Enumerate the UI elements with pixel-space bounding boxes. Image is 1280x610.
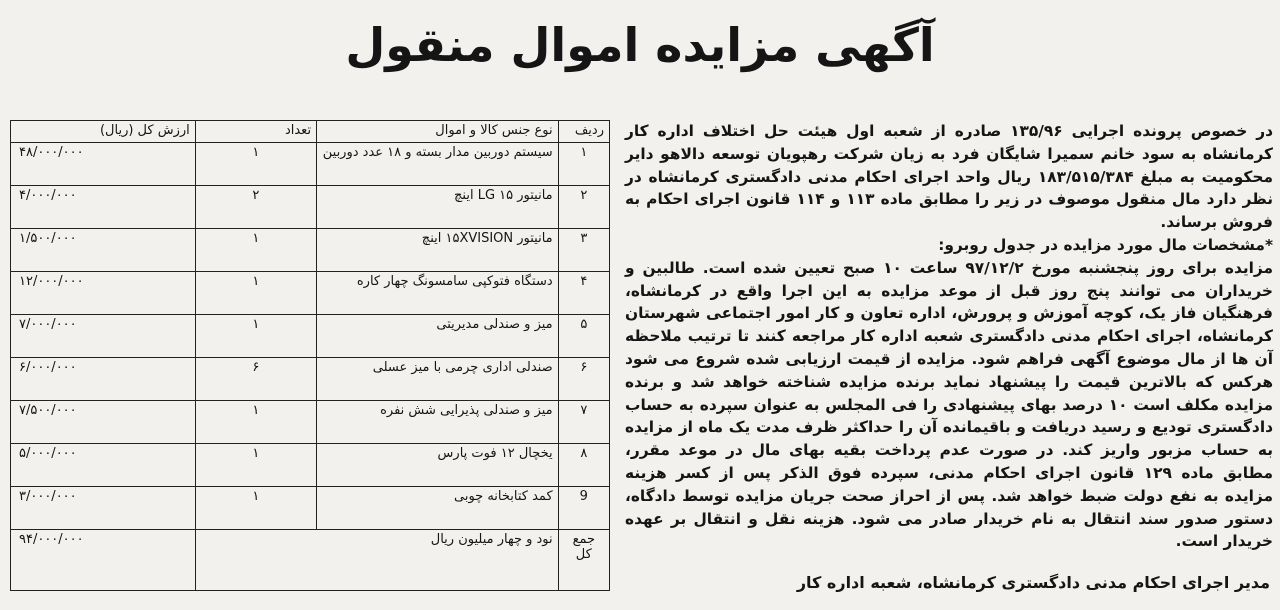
item-name: میز و صندلی پذیرایی شش نفره <box>317 401 559 444</box>
table-row <box>11 229 610 272</box>
item-quantity: ۱ <box>195 143 316 186</box>
item-quantity: ۱ <box>195 487 316 530</box>
row-number: ۵ <box>558 315 609 358</box>
item-quantity: ۱ <box>195 272 316 315</box>
page-title: آگهی مزایده اموال منقول <box>345 18 935 72</box>
signature-line: مدیر اجرای احکام مدنی دادگستری کرمانشاه، شعبه اداره کار <box>796 573 1270 592</box>
table-reference-heading: *مشخصات مال مورد مزایده در جدول روبرو: <box>938 235 1273 254</box>
item-quantity: ۱ <box>195 315 316 358</box>
item-name: مانیتور ۱۵XVISION اینچ <box>317 229 559 272</box>
row-number: ۲ <box>558 186 609 229</box>
item-name: دستگاه فتوکپی سامسونگ چهار کاره <box>317 272 559 315</box>
row-number: 9 <box>558 487 609 530</box>
total-in-words: نود و چهار میلیون ریال <box>195 530 558 591</box>
table-row <box>11 401 610 444</box>
row-number: ۶ <box>558 358 609 401</box>
item-value: ۴۸/۰۰۰/۰۰۰ <box>11 143 196 186</box>
table-row <box>11 487 610 530</box>
item-value: ۵/۰۰۰/۰۰۰ <box>11 444 196 487</box>
intro-paragraph: در خصوص پرونده اجرایی ۱۳۵/۹۶ صادره از شعبه اول هیئت حل اختلاف اداره کار کرمانشاه به سود خانم سمیرا شایگان فرد به زیان شرکت رهپویان توسعه دالاهو دایر محکومیت به مبلغ ۱۸۳/۵۱۵/۳۸۴ ریال واحد اجرای احکام مدنی دادگستری کرمانشاه در نظر دارد مال منقول موصوف در زیر را مطابق ماده ۱۱۳ و ۱۱۴ قانون اجرای احکام به فروش برساند. <box>625 122 1273 232</box>
item-value: ۷/۰۰۰/۰۰۰ <box>11 315 196 358</box>
table-row <box>11 315 610 358</box>
row-number: ۸ <box>558 444 609 487</box>
auction-terms-paragraph: مزایده برای روز پنجشنبه مورخ ۹۷/۱۲/۲ ساعت ۱۰ صبح تعیین شده است. طالبین و خریداران می توانند پنج روز قبل از موعد مزایده به این اجرا واقع در کرمانشاه، فرهنگیان فاز یک، کوچه آموزش و پرورش، اداره تعاون و کار امور اجتماعی شهرستان کرمانشاه، اجرای احکام مدنی دادگستری شعبه اداره کار مراجعه کنند تا ترتیب ملاحظه آن ها از مال موضوع آگهی فراهم شود. مزایده از قیمت ارزیابی شده شروع می شود هرکس که بالاترین قیمت را پیشنهاد نماید برنده مزایده شناخته خواهد شد و برنده مزایده مکلف است ۱۰ درصد بهای پیشنهادی را فی المجلس به عنوان سپرده به حساب دادگستری تودیع و رسید دریافت و باقیمانده آن را حداکثر ظرف مدت یک ماه از مزایده به حساب مزبور واریز کند. در صورت عدم پرداخت بقیه بهای مال در موعد مقرر، مطابق ماده ۱۲۹ قانون اجرای احکام مدنی، سپرده فوق الذکر پس از کسر هزینه مزایده به نفع دولت ضبط خواهد شد. پس از احراز صحت جریان مزایده توسط دادگاه، دستور صدور سند انتقال به نام خریدار صادر می شود. هزینه نقل و انتقال بر عهده خریدار است. <box>625 258 1274 551</box>
table-row <box>11 358 610 401</box>
header-quantity: تعداد <box>195 121 316 143</box>
table-row <box>11 143 610 186</box>
item-quantity: ۶ <box>195 358 316 401</box>
row-number: ۷ <box>558 401 609 444</box>
item-value: ۴/۰۰۰/۰۰۰ <box>11 186 196 229</box>
item-quantity: ۱ <box>195 444 316 487</box>
item-value: ۷/۵۰۰/۰۰۰ <box>11 401 196 444</box>
item-quantity: ۲ <box>195 186 316 229</box>
item-value: ۶/۰۰۰/۰۰۰ <box>11 358 196 401</box>
table-row <box>11 186 610 229</box>
total-label: جمع کل <box>558 530 609 591</box>
header-total-value: ارزش کل (ریال) <box>11 121 196 143</box>
item-name: مانیتور LG ۱۵ اینچ <box>317 186 559 229</box>
header-item-type: نوع جنس کالا و اموال <box>317 121 559 143</box>
row-number: ۴ <box>558 272 609 315</box>
header-row-number: ردیف <box>558 121 609 143</box>
item-value: ۱۲/۰۰۰/۰۰۰ <box>11 272 196 315</box>
table-row <box>11 444 610 487</box>
total-value: ۹۴/۰۰۰/۰۰۰ <box>11 530 196 591</box>
total-row <box>11 530 610 591</box>
items-table <box>10 120 610 591</box>
item-value: ۱/۵۰۰/۰۰۰ <box>11 229 196 272</box>
item-name: میز و صندلی مدیریتی <box>317 315 559 358</box>
item-name: صندلی اداری چرمی با میز عسلی <box>317 358 559 401</box>
item-name: سیستم دوربین مدار بسته و ۱۸ عدد دوربین <box>317 143 559 186</box>
item-name: یخچال ۱۲ فوت پارس <box>317 444 559 487</box>
table-header-row <box>11 121 610 143</box>
item-value: ۳/۰۰۰/۰۰۰ <box>11 487 196 530</box>
item-quantity: ۱ <box>195 401 316 444</box>
row-number: ۳ <box>558 229 609 272</box>
announcement-body <box>625 120 1273 553</box>
item-name: کمد کتابخانه چوبی <box>317 487 559 530</box>
item-quantity: ۱ <box>195 229 316 272</box>
row-number: ۱ <box>558 143 609 186</box>
table-row <box>11 272 610 315</box>
